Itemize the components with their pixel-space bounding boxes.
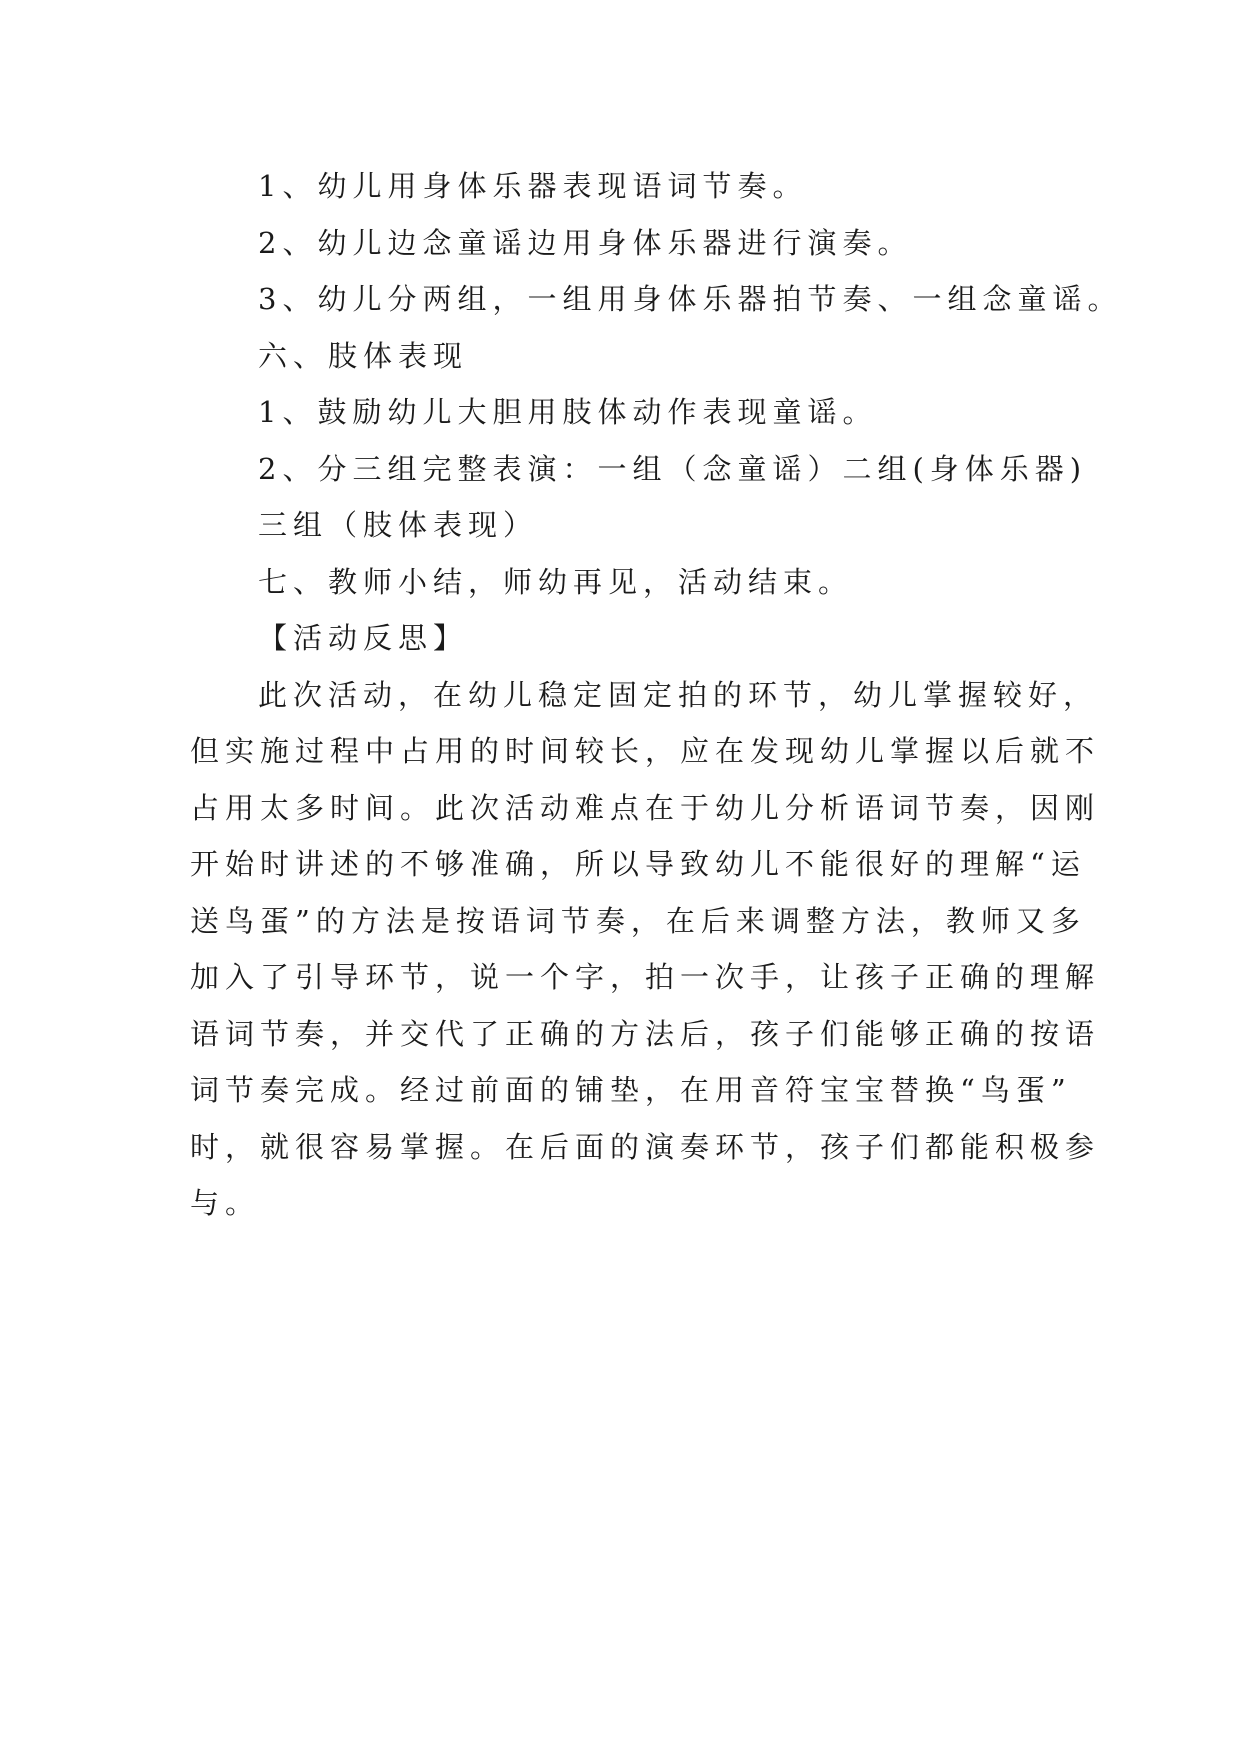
paragraph-line: 送鸟蛋”的方法是按语词节奏，在后来调整方法，教师又多: [190, 903, 1086, 938]
paragraph-line: 与。: [190, 1186, 261, 1220]
section-heading: 六、肢体表现: [258, 338, 469, 373]
step-line: 2、分三组完整表演：一组（念童谣）二组(身体乐器): [258, 451, 1088, 486]
paragraph-line: 词节奏完成。经过前面的铺垫，在用音符宝宝替换“鸟蛋”: [190, 1073, 1072, 1107]
step-line: 2、幼儿边念童谣边用身体乐器进行演奏。: [258, 225, 913, 260]
paragraph-line: 语词节奏，并交代了正确的方法后，孩子们能够正确的按语: [190, 1016, 1101, 1051]
paragraph-line: 此次活动，在幼儿稳定固定拍的环节，幼儿掌握较好，: [258, 677, 1099, 712]
step-line: 1、幼儿用身体乐器表现语词节奏。: [258, 169, 808, 203]
reflection-heading: 【活动反思】: [258, 621, 469, 655]
step-line: 1、鼓励幼儿大胆用肢体动作表现童谣。: [258, 395, 878, 429]
step-line-continued: 三组（肢体表现）: [258, 508, 539, 542]
paragraph-line: 但实施过程中占用的时间较长，应在发现幼儿掌握以后就不: [190, 734, 1101, 768]
document-body: [190, 158, 1123, 1232]
reflection-paragraph: [190, 667, 1101, 1232]
step-line: 3、幼儿分两组，一组用身体乐器拍节奏、一组念童谣。: [258, 282, 1123, 316]
section-heading: 七、教师小结，师幼再见，活动结束。: [258, 564, 854, 599]
paragraph-line: 占用太多时间。此次活动难点在于幼儿分析语词节奏，因刚: [190, 790, 1101, 825]
paragraph-line: 开始时讲述的不够准确，所以导致幼儿不能很好的理解“运: [190, 847, 1086, 881]
paragraph-line: 加入了引导环节，说一个字，拍一次手，让孩子正确的理解: [190, 960, 1101, 994]
paragraph-line: 时，就很容易掌握。在后面的演奏环节，孩子们都能积极参: [190, 1129, 1101, 1164]
